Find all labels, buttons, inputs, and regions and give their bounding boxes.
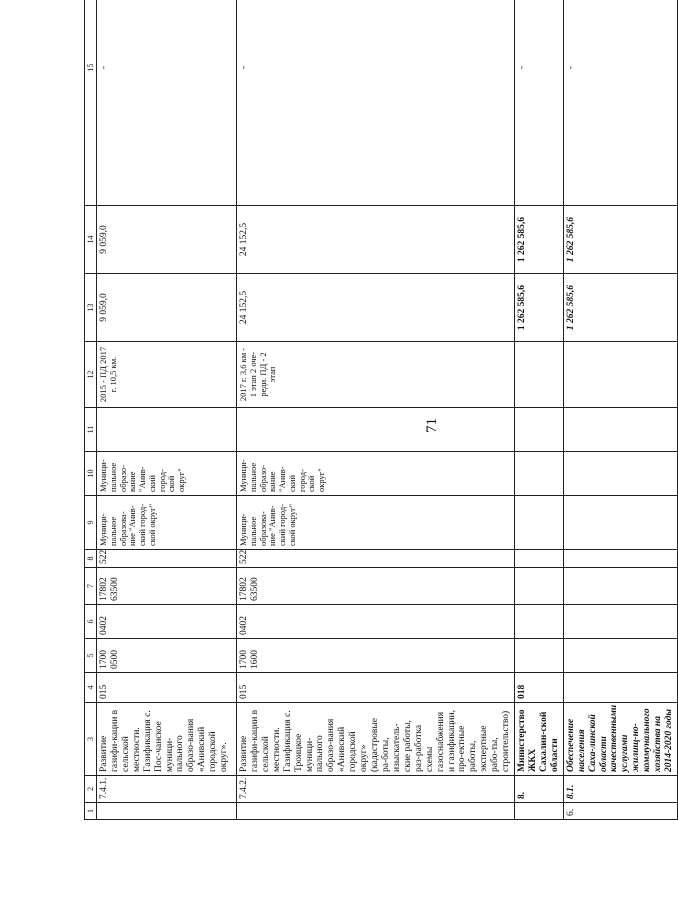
cell-empty <box>515 639 564 673</box>
cell-description: Развитие газифи-кации в сельской местности. Газификация с. Пос-чанское муници-пального образо-вания «Анивский городской округ». <box>97 703 237 776</box>
cell-target-article: 17802 63500 <box>97 568 237 605</box>
header-cell: 12 <box>85 342 97 408</box>
header-cell: 11 <box>85 408 97 452</box>
cell-item-number: 7.4.1. <box>97 776 237 803</box>
cell-index <box>97 803 237 820</box>
cell-empty <box>237 408 515 452</box>
cell-period: 2017 г. 3,6 км - 1 этап 2 оче-реди. ПД - 2 этап <box>237 342 515 408</box>
table-row-8-1 <box>563 0 677 820</box>
cell-empty <box>515 550 564 568</box>
header-cell: 3 <box>85 703 97 776</box>
header-cell: 10 <box>85 452 97 496</box>
header-cell: 2 <box>85 776 97 803</box>
cell-empty <box>563 605 677 639</box>
header-cell: 14 <box>85 206 97 274</box>
cell-amount: 9 059,0 <box>97 206 237 274</box>
cell-empty <box>563 568 677 605</box>
cell-empty <box>563 342 677 408</box>
cell-empty <box>563 408 677 452</box>
cell-section: 1700 0500 <box>97 639 237 673</box>
cell-section: 1700 1600 <box>237 639 515 673</box>
cell-empty <box>563 496 677 550</box>
cell-target-article: 17802 63500 <box>237 568 515 605</box>
cell-amount: 1 262 585,6 <box>515 274 564 342</box>
cell-empty <box>563 673 677 703</box>
cell-remark: - <box>515 0 564 206</box>
table-row-8 <box>515 0 564 820</box>
header-cell: 6 <box>85 605 97 639</box>
cell-item-number: 7.4.2. <box>237 776 515 803</box>
cell-empty <box>563 639 677 673</box>
header-cell: 8 <box>85 550 97 568</box>
cell-amount: 24 152,5 <box>237 206 515 274</box>
header-cell: 1 <box>85 803 97 820</box>
cell-period: 2015 - ПД 2017 г. 10,5 км. <box>97 342 237 408</box>
cell-subsection: 0402 <box>237 605 515 639</box>
page-number: 71 <box>424 418 440 433</box>
cell-subsection: 0402 <box>97 605 237 639</box>
table-row-7-4-2 <box>237 0 515 820</box>
cell-empty <box>97 408 237 452</box>
rotated-table-container <box>84 30 675 820</box>
cell-index: 6. <box>563 803 677 820</box>
cell-amount: 1 262 585,6 <box>563 206 677 274</box>
table-row-7-4-1 <box>97 0 237 820</box>
cell-remark: - <box>237 0 515 206</box>
cell-empty <box>515 568 564 605</box>
header-row <box>85 0 97 820</box>
cell-code: 015 <box>237 673 515 703</box>
cell-empty <box>563 452 677 496</box>
cell-empty <box>515 408 564 452</box>
cell-amount: 1 262 585,6 <box>563 274 677 342</box>
cell-empty <box>515 342 564 408</box>
cell-item-number: 8.1. <box>563 776 677 803</box>
cell-amount: 1 262 585,6 <box>515 206 564 274</box>
cell-executor: Муници-пальное образо-вание "Анив-ский город-ской округ" <box>97 452 237 496</box>
cell-customer: Муници-пальное образова-ние "Анив-ский город-ской округ" <box>97 496 237 550</box>
header-cell: 4 <box>85 673 97 703</box>
cell-description: Обеспечение населения Саха-линской области качественными услугами жилищ-но-коммунального хозяйства на 2014-2020 годы <box>563 703 677 776</box>
cell-index <box>515 803 564 820</box>
cell-code: 015 <box>97 673 237 703</box>
cell-empty <box>515 496 564 550</box>
cell-empty <box>515 605 564 639</box>
cell-index <box>237 803 515 820</box>
cell-expense-type: 522 <box>237 550 515 568</box>
header-cell: 15 <box>85 0 97 206</box>
cell-customer: Муници-пальное образова-ние "Анив-ский город-ской округ" <box>237 496 515 550</box>
cell-item-number: 8. <box>515 776 564 803</box>
cell-code: 018 <box>515 673 564 703</box>
cell-description: Развитие газифи-кации в сельской местности. Газификация с. Троицкое муници-пального образо-вания «Анивский городской округ» (кадастровые ра-боты, изыскатель-ские работы, раз-работка схемы газоснабжения и газификации, про-ектные работы, экспертные рабо-ты, строительство) <box>237 703 515 776</box>
program-table <box>84 0 678 820</box>
cell-expense-type: 522 <box>97 550 237 568</box>
cell-remark: - <box>97 0 237 206</box>
cell-amount: 24 152,5 <box>237 274 515 342</box>
cell-empty <box>563 550 677 568</box>
cell-empty <box>515 452 564 496</box>
header-cell: 9 <box>85 496 97 550</box>
header-cell: 13 <box>85 274 97 342</box>
cell-executor: Муници-пальное образо-вание "Анив-ский город-ской округ" <box>237 452 515 496</box>
cell-description: Министерство ЖКХ Сахалин-ской области <box>515 703 564 776</box>
header-cell: 7 <box>85 568 97 605</box>
header-cell: 5 <box>85 639 97 673</box>
cell-amount: 9 059,0 <box>97 274 237 342</box>
cell-remark: - <box>563 0 677 206</box>
